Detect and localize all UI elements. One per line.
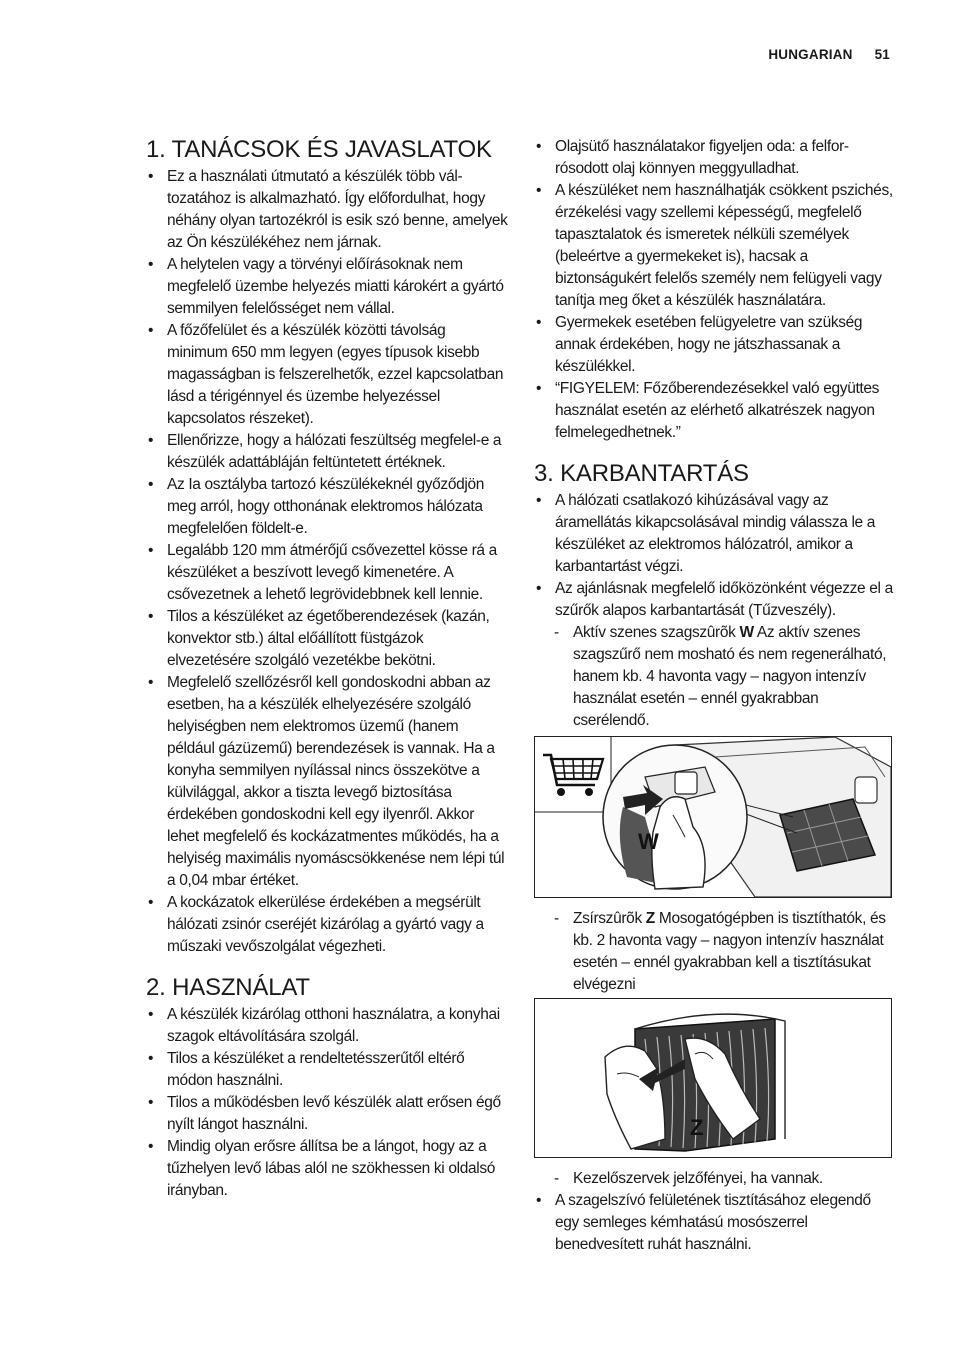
section-3-list bbox=[534, 490, 896, 732]
page-number: 51 bbox=[874, 47, 890, 62]
list-item: • Tilos a készüléket az égetőberendezések (kazán, konvektor stb.) által előállított füstgázok elvezetésére szolgáló vezetékbe bekötni. bbox=[146, 606, 508, 672]
list-item: • Tilos a működésben levő készülék alatt erősen égő nyílt lángot használni. bbox=[146, 1092, 508, 1136]
section-2-list bbox=[146, 1004, 508, 1202]
section-1-title: 1. TANÁCSOK ÉS JAVASLATOK bbox=[146, 136, 492, 163]
section-3-title: 3. KARBANTARTÁS bbox=[534, 460, 749, 487]
list-item: • A helytelen vagy a törvényi előírásoknak nem megfelelő üzembe helyezés miatti károkért a gyártó semmilyen felelősséget nem vállal. bbox=[146, 254, 508, 320]
list-item: • Ellenőrizze, hogy a hálózati feszültség megfelel-e a készülék adattábláján feltüntetett értéknek. bbox=[146, 430, 508, 474]
section-3-list-end bbox=[534, 1168, 896, 1256]
page-header bbox=[768, 47, 890, 62]
sub-item-letter: Z bbox=[645, 910, 655, 927]
sub-item-text: Mosogatógépben is tisztíthatók, és kb. 2 havonta vagy – nagyon intenzív használat esetén – ennél gyakrabban kell a tisztításukat elvégezni bbox=[573, 910, 886, 993]
list-item: • Legalább 120 mm átmérőjű csővezettel kösse rá a készüléket a beszívott levegő kimenetére. A csővezetnek a lehető legrövidebbnek kell lennie. bbox=[146, 540, 508, 606]
list-item: • Az Ia osztályba tartozó készülékeknél győződjön meg arról, hogy otthonának elektromos hálózata megfelelően földelt-e. bbox=[146, 474, 508, 540]
list-item: • Megfelelő szellőzésről kell gondoskodni abban az esetben, ha a készülék elhelyezésére szolgáló helyiségben nem elektromos üzemű (hanem például gázüzemű) berendezések is vannak. Ha a konyha semmilyen nyílással nincs összekötve a külvilággal, akkor a tiszta levegő biztosítása érdekében gondoskodni kell egy ilyenről. Akkor lehet megfelelő és kockázatmentes működés, ha a helyiség maximális nyomáscsökkenése nem lépi túl a 0,04 mbar értéket. bbox=[146, 672, 508, 892]
figure-label-z: Z bbox=[690, 1115, 704, 1140]
sub-item-prefix: Aktív szenes szagszûrõk bbox=[573, 624, 740, 641]
sub-item-control-lights: - Kezelőszervek jelzőfényei, ha vannak. bbox=[534, 1168, 896, 1190]
sub-item-text: Az aktív szenes szagszűrő nem mosható és nem regenerálható, hanem kb. 4 havonta vagy – nagyon intenzív használat esetén – ennél gyakrabban cserélendő. bbox=[573, 624, 887, 729]
list-item: • A készülék kizárólag otthoni használatra, a konyhai szagok eltávolítására szolgál. bbox=[146, 1004, 508, 1048]
charcoal-filter-illustration bbox=[535, 737, 891, 897]
list-item: • A hálózati csatlakozó kihúzásával vagy az áramellátás kikapcsolásával mindig válassza le a készüléket az elektromos hálózatról, amikor a karbantartást végzi. bbox=[534, 490, 896, 578]
list-item: • Tilos a készüléket a rendeltetésszerűtől eltérő módon használni. bbox=[146, 1048, 508, 1092]
section-3-list-cont bbox=[534, 908, 896, 996]
continued-list bbox=[534, 136, 896, 444]
sub-item-grease-filter bbox=[534, 908, 896, 996]
list-item: • A kockázatok elkerülése érdekében a megsérült hálózati zsinór cseréjét kizárólag a gyártó vagy a műszaki vevőszolgálat végezheti. bbox=[146, 892, 508, 958]
list-item: • Az ajánlásnak megfelelő időközönként végezze el a szűrők alapos karbantartását (Tűzveszély). bbox=[534, 578, 896, 622]
list-item: • Ez a használati útmutató a készülék több változatához is alkalmazható. Így előfordulhat, hogy néhány olyan tartozékról is esik szó benne, amelyek az Ön készülékéhez nem járnak. bbox=[146, 166, 508, 254]
figure-label-w: W bbox=[638, 829, 659, 854]
sub-item-letter: W bbox=[739, 624, 754, 641]
left-column bbox=[146, 136, 508, 1202]
list-item: • “FIGYELEM: Főzőberendezésekkel való együttes használat esetén az elérhető alkatrészek nagyon felmelegedhetnek.” bbox=[534, 378, 896, 444]
right-column bbox=[534, 136, 896, 1256]
section-2-title: 2. HASZNÁLAT bbox=[146, 974, 310, 1001]
list-item: • Olajsütő használatakor figyeljen oda: a felforrósodott olaj könnyen meggyulladhat. bbox=[534, 136, 896, 180]
section-1-list bbox=[146, 166, 508, 958]
list-item: • Mindig olyan erősre állítsa be a lángot, hogy az a tűzhelyen levő lábas alól ne szökhessen ki oldalsó irányban. bbox=[146, 1136, 508, 1202]
grease-filter-illustration bbox=[535, 999, 891, 1157]
list-item: • Gyermekek esetében felügyeletre van szükség annak érdekében, hogy ne játszhassanak a készülékkel. bbox=[534, 312, 896, 378]
charcoal-filter-figure bbox=[534, 736, 892, 898]
list-item: • A készüléket nem használhatják csökkent pszichés, érzékelési vagy szellemi képességű, megfelelő tapasztalatok és ismeretek nélküli személyek (beleértve a gyermekeket is), hacsak a biztonságukért felelős személy nem felügyeli vagy tanítja meg őket a készülék használatára. bbox=[534, 180, 896, 312]
sub-item-charcoal-filter bbox=[534, 622, 896, 732]
list-item: • A főzőfelület és a készülék közötti távolság minimum 650 mm legyen (egyes típusok kisebb magasságban is felszerelhetők, ezzel kapcsolatban lásd a térigénnyel és üzembe helyezéssel kapcsolatos részeket). bbox=[146, 320, 508, 430]
shopping-cart-icon bbox=[543, 755, 603, 796]
language-label: HUNGARIAN bbox=[768, 47, 853, 62]
sub-item-prefix: Zsírszûrõk bbox=[573, 910, 646, 927]
list-item: • A szagelszívó felületének tisztításához elegendő egy semleges kémhatású mosószerrel benedvesített ruhát használni. bbox=[534, 1190, 896, 1256]
grease-filter-figure bbox=[534, 998, 892, 1158]
